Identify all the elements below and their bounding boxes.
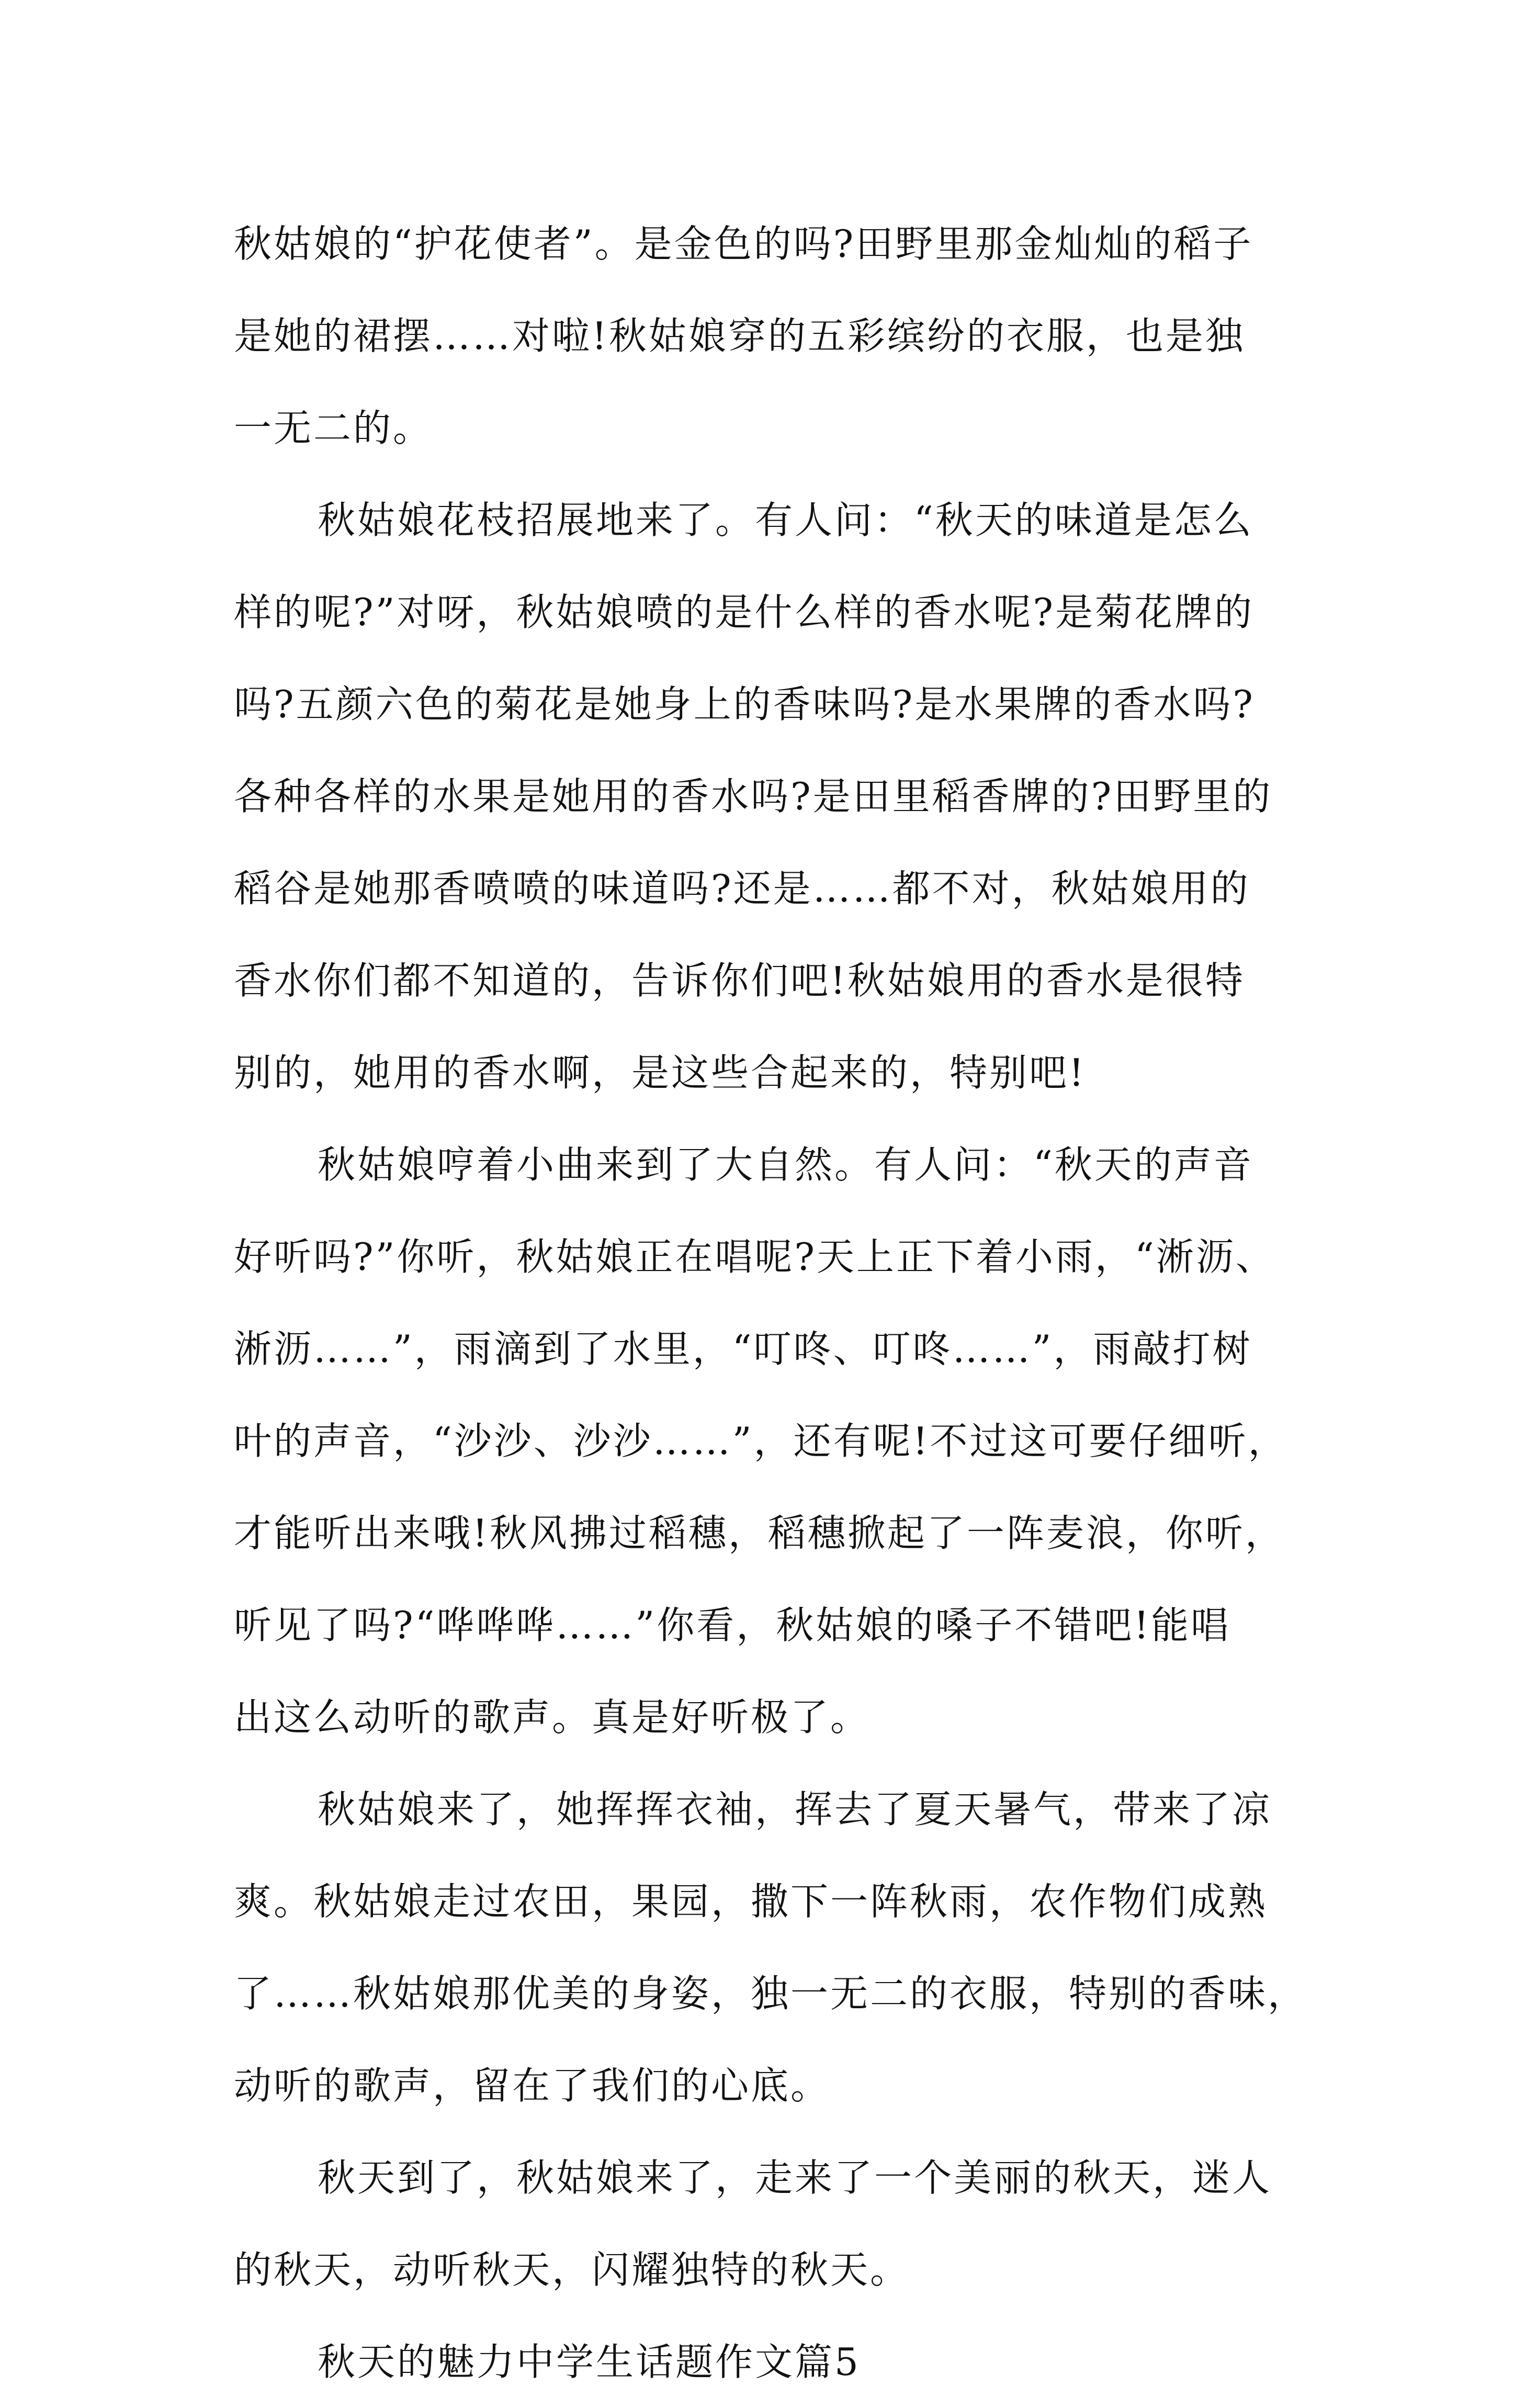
text-line: 听见了吗?“哗哗哗……”你看，秋姑娘的嗓子不错吧!能唱	[234, 1603, 1231, 1647]
paragraph-start-line: 秋姑娘来了，她挥挥衣袖，挥去了夏天暑气，带来了凉	[318, 1787, 1272, 1831]
text-line: 香水你们都不知道的，告诉你们吧!秋姑娘用的香水是很特	[234, 959, 1245, 1003]
text-line: 叶的声音，“沙沙、沙沙……”，还有呢!不过这可要仔细听，	[234, 1419, 1288, 1463]
paragraph-start-line: 秋天到了，秋姑娘来了，走来了一个美丽的秋天，迷人	[318, 2156, 1272, 2200]
document-body	[234, 198, 1308, 2408]
text-line: 好听吗?”你听，秋姑娘正在唱呢?天上正下着小雨，“淅沥、	[234, 1235, 1275, 1279]
text-line: 淅沥……”，雨滴到了水里，“叮咚、叮咚……”，雨敲打树	[234, 1327, 1252, 1371]
paragraph-start-line: 秋姑娘花枝招展地来了。有人问：“秋天的味道是怎么	[318, 498, 1253, 542]
section-heading: 秋天的魅力中学生话题作文篇5	[318, 2340, 861, 2384]
text-line: 的秋天，动听秋天，闪耀独特的秋天。	[234, 2248, 910, 2292]
text-line: 别的，她用的香水啊，是这些合起来的，特别吧!	[234, 1051, 1086, 1095]
text-line: 了……秋姑娘那优美的身姿，独一无二的衣服，特别的香味，	[234, 1972, 1308, 2016]
text-line: 吗?五颜六色的菊花是她身上的香味吗?是水果牌的香水吗?	[234, 682, 1255, 726]
text-line: 各种各样的水果是她用的香水吗?是田里稻香牌的?田野里的	[234, 774, 1273, 818]
text-line: 动听的歌声，留在了我们的心底。	[234, 2064, 831, 2108]
text-line: 一无二的。	[234, 406, 433, 450]
text-line: 爽。秋姑娘走过农田，果园，撒下一阵秋雨，农作物们成熟	[234, 1880, 1268, 1923]
paragraph-start-line: 秋姑娘哼着小曲来到了大自然。有人问：“秋天的声音	[318, 1143, 1253, 1187]
text-line: 出这么动听的歌声。真是好听极了。	[234, 1695, 871, 1739]
text-line: 秋姑娘的“护花使者”。是金色的吗?田野里那金灿灿的稻子	[234, 222, 1253, 266]
text-line: 是她的裙摆……对啦!秋姑娘穿的五彩缤纷的衣服，也是独	[234, 314, 1245, 358]
text-line: 才能听出来哦!秋风拂过稻穗，稻穗掀起了一阵麦浪，你听，	[234, 1511, 1285, 1555]
text-line: 样的呢?”对呀，秋姑娘喷的是什么样的香水呢?是菊花牌的	[234, 590, 1255, 634]
text-line: 稻谷是她那香喷喷的味道吗?还是……都不对，秋姑娘用的	[234, 867, 1250, 910]
